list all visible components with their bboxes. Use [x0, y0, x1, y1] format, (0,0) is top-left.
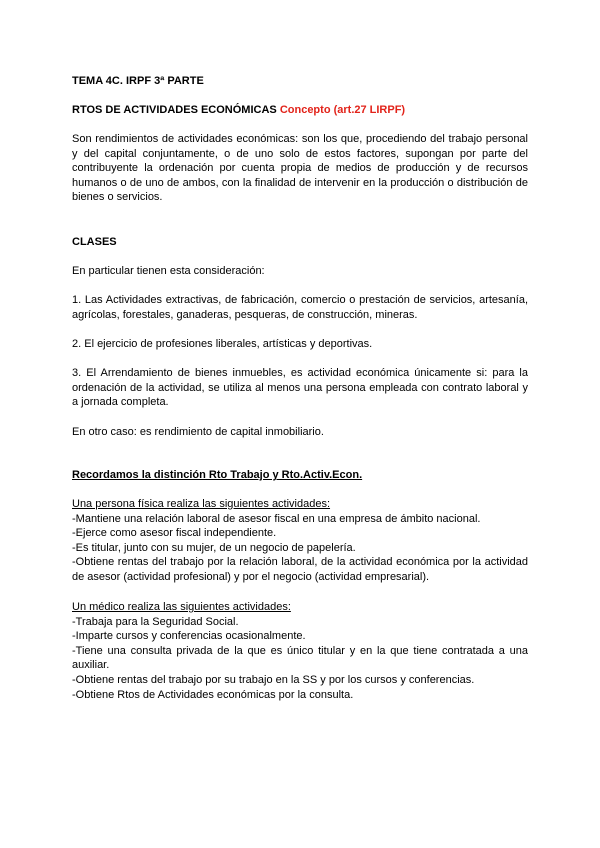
section-heading-rendimientos	[72, 103, 528, 118]
definition-paragraph: Son rendimientos de actividades económicas: son los que, procediendo del trabajo personal y del capital conjuntamente, o de uno solo de estos factores, supongan por parte del contribuyente la ordenación por cuenta propia de medios de producción y de recursos humanos o de uno de ambos, con la finalidad de intervenir en la producción o distribución de bienes o servicios.	[72, 133, 528, 204]
example-1-line: -Obtiene rentas del trabajo por la relación laboral, de la actividad económica por la actividad de asesor (actividad profesional) y por el negocio (actividad empresarial).	[72, 556, 528, 583]
example-2-line: -Obtiene Rtos de Actividades económicas por la consulta.	[72, 688, 354, 701]
example-1	[72, 497, 528, 585]
clases-item-2: 2. El ejercicio de profesiones liberales, artísticas y deportivas.	[72, 338, 373, 350]
example-2	[72, 600, 528, 702]
example-2-line: -Tiene una consulta privada de la que es único titular y en la que tiene contratada a una auxiliar.	[72, 644, 528, 672]
example-1-line: -Mantiene una relación laboral de asesor fiscal en una empresa de ámbito nacional.	[72, 512, 481, 525]
heading-red-text: Concepto (art.27 LIRPF)	[279, 104, 406, 116]
clases-item-1: 1. Las Actividades extractivas, de fabricación, comercio o prestación de servicios, artesanía, agrícolas, forestales, ganaderas, pesqueras, de construcción, mineras.	[72, 294, 528, 321]
example-2-line: -Imparte cursos y conferencias ocasionalmente.	[72, 630, 306, 643]
example-2-heading: Un médico realiza las siguientes actividades:	[72, 601, 291, 613]
example-1-line: -Ejerce como asesor fiscal independiente.	[72, 527, 277, 540]
clases-heading: CLASES	[72, 236, 117, 248]
example-2-line: -Trabaja para la Seguridad Social.	[72, 615, 239, 628]
distincion-heading: Recordamos la distinción Rto Trabajo y Rto.Activ.Econ.	[72, 469, 363, 481]
clases-other: En otro caso: es rendimiento de capital inmobiliario.	[72, 426, 324, 438]
clases-intro: En particular tienen esta consideración:	[72, 265, 265, 277]
example-2-line: -Obtiene rentas del trabajo por su trabajo en la SS y por los cursos y conferencias.	[72, 673, 475, 686]
document-title: TEMA 4C. IRPF 3ª PARTE	[72, 75, 204, 87]
example-1-line: -Es titular, junto con su mujer, de un negocio de papelería.	[72, 541, 356, 554]
example-1-heading: Una persona física realiza las siguientes actividades:	[72, 498, 331, 510]
heading-black-text: RTOS DE ACTIVIDADES ECONÓMICAS	[72, 104, 277, 116]
clases-item-3: 3. El Arrendamiento de bienes inmuebles, es actividad económica únicamente si: para la ordenación de la actividad, se utiliza al menos una persona empleada con contrato laboral y a jornada completa.	[72, 367, 528, 409]
